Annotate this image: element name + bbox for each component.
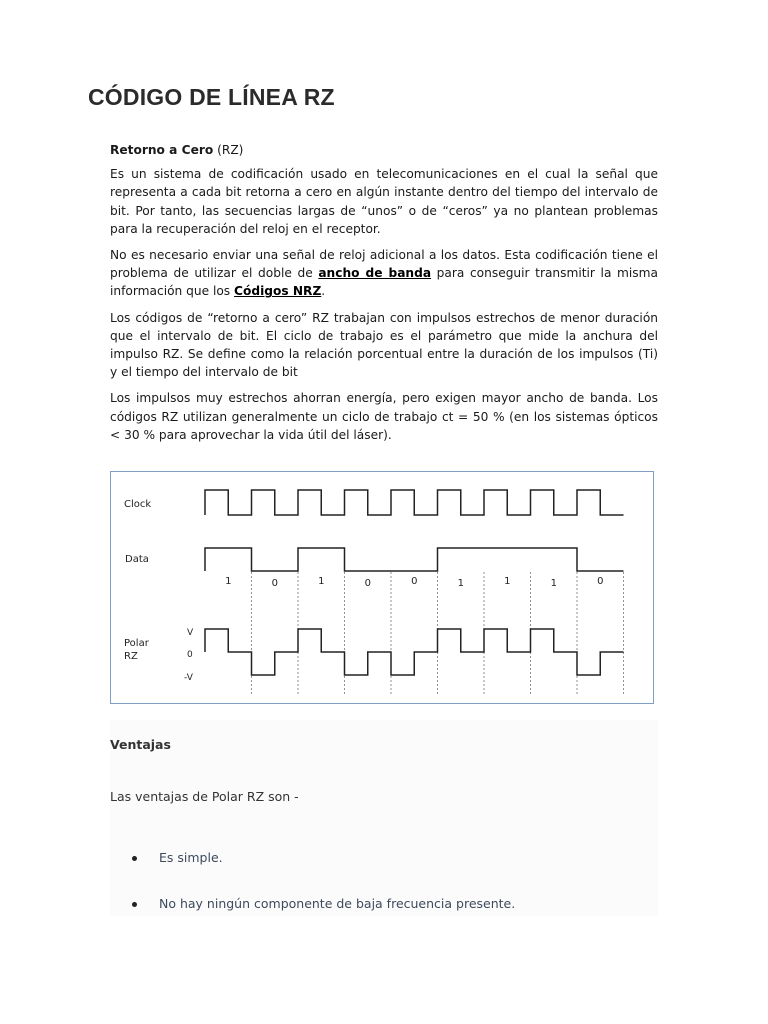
bit-label: 0	[597, 576, 604, 587]
bit-label: 0	[411, 576, 418, 587]
level-pos-label: V	[187, 628, 194, 638]
level-zero-label: 0	[187, 650, 193, 660]
paragraph-2	[110, 246, 658, 301]
bit-label: 0	[271, 578, 278, 589]
polar-label: Polar	[124, 638, 149, 649]
paragraph-3: Los códigos de “retorno a cero” RZ trabajan con impulsos estrechos de menor duración que el intervalo de bit. El ciclo de trabajo es el parámetro que mide la anchura del impulso RZ. Se define como la relación porcentual entre la duración de los impulsos (Ti) y el tiempo del intervalo de bit	[110, 310, 658, 380]
level-neg-label: -V	[184, 673, 193, 683]
bit-label: 0	[364, 578, 371, 589]
data-waveform	[205, 548, 624, 571]
intro-section	[110, 141, 658, 452]
paragraph-2-text-c: .	[321, 284, 326, 299]
bit-label: 1	[225, 576, 232, 587]
heading-rest: (RZ)	[213, 143, 244, 157]
bit-label: 1	[504, 576, 511, 587]
page-title: CÓDIGO DE LÍNEA RZ	[88, 84, 335, 110]
timing-diagram-svg	[111, 472, 652, 702]
rz-timing-diagram	[110, 471, 654, 704]
bit-label: 1	[550, 578, 557, 589]
clock-waveform	[205, 490, 624, 515]
rz-label: RZ	[124, 651, 138, 662]
list-item	[110, 848, 515, 894]
list-item-text: No hay ningún componente de baja frecuencia presente.	[159, 896, 516, 911]
codigos-nrz-link[interactable]: Códigos NRZ	[234, 284, 322, 299]
ancho-de-banda-link[interactable]: ancho de banda	[318, 266, 432, 281]
clock-label: Clock	[124, 499, 152, 510]
paragraph-2-text-b: para conseguir transmitir la misma información que los	[110, 266, 658, 299]
paragraph-1: Es un sistema de codificación usado en telecomunicaciones en el cual la señal que representa a cada bit retorna a cero en algún instante dentro del tiempo del intervalo de bit. Por tanto, las secuencias largas de “unos” o de “ceros” ya no plantean problemas para la recuperación del reloj en el receptor.	[110, 167, 658, 236]
list-item-text: Es simple.	[159, 850, 223, 865]
bullet-icon	[132, 856, 137, 861]
section-heading	[110, 141, 658, 159]
paragraph-2-text-a: No es necesario enviar una señal de reloj adicional a los datos. Esta codificación tiene el problema de utilizar el doble de	[110, 248, 658, 281]
polar-rz-waveform	[205, 629, 624, 675]
ventajas-list	[110, 848, 515, 940]
ventajas-intro: Las ventajas de Polar RZ son -	[110, 789, 299, 804]
bullet-icon	[132, 902, 137, 907]
heading-bold: Retorno a Cero	[110, 143, 214, 157]
ventajas-heading: Ventajas	[110, 737, 171, 752]
bit-label: 1	[457, 578, 464, 589]
data-label: Data	[125, 554, 149, 565]
paragraph-4: Los impulsos muy estrechos ahorran energía, pero exigen mayor ancho de banda. Los códigos RZ utilizan generalmente un ciclo de trabajo ct = 50 % (en los sistemas ópticos < 30 % para aprovechar la vida útil del láser).	[110, 391, 658, 442]
list-item	[110, 894, 515, 940]
bit-label: 1	[318, 576, 325, 587]
